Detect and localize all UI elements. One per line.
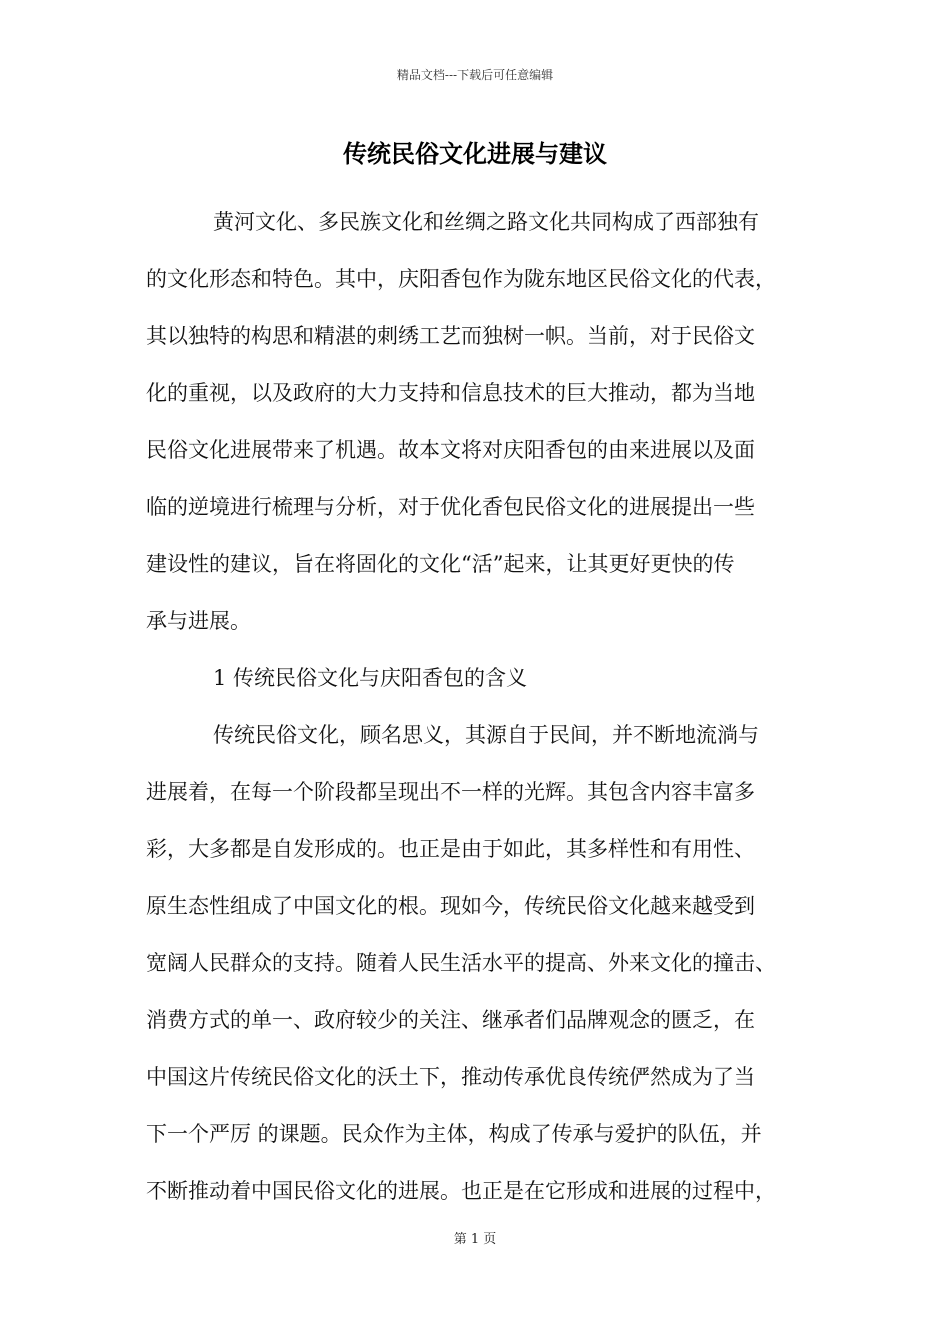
paragraph-line: 承与进展。 [146, 609, 251, 633]
page-number: 第 1 页 [453, 1232, 497, 1247]
paragraph-line: 原生态性组成了中国文化的根。现如今，传统民俗文化越来越受到 [146, 894, 755, 918]
paragraph-line: 不断推动着中国民俗文化的进展。也正是在它形成和进展的过程中， [146, 1179, 776, 1203]
paragraph-line: 临的逆境进行梳理与分析，对于优化香包民俗文化的进展提出一些 [146, 495, 755, 519]
paragraph-line: 传统民俗文化，顾名思义，其源自于民间，并不断地流淌与 [213, 723, 759, 747]
paragraph-line: 建设性的建议，旨在将固化的文化“活”起来，让其更好更快的传 [146, 552, 735, 576]
section-heading: 1 传统民俗文化与庆阳香包的含义 [213, 666, 528, 690]
paragraph-line: 彩，大多都是自发形成的。也正是由于如此，其多样性和有用性、 [146, 837, 755, 861]
paragraph-line: 其以独特的构思和精湛的刺绣工艺而独树一帜。当前，对于民俗文 [146, 324, 755, 348]
header-note: 精品文档---下载后可任意编辑 [396, 68, 554, 82]
paragraph-line: 中国这片传统民俗文化的沃土下，推动传承优良传统俨然成为了当 [146, 1065, 755, 1089]
paragraph-line: 下一个严厉 的课题。民众作为主体，构成了传承与爱护的队伍，并 [146, 1122, 762, 1146]
paragraph-line: 进展着，在每一个阶段都呈现出不一样的光辉。其包含内容丰富多 [146, 780, 755, 804]
paragraph-line: 民俗文化进展带来了机遇。故本文将对庆阳香包的由来进展以及面 [146, 438, 755, 462]
paragraph-line: 的文化形态和特色。其中，庆阳香包作为陇东地区民俗文化的代表， [146, 267, 776, 291]
paragraph-line: 宽阔人民群众的支持。随着人民生活水平的提高、外来文化的撞击、 [146, 951, 776, 975]
paragraph-line: 化的重视，以及政府的大力支持和信息技术的巨大推动，都为当地 [146, 381, 755, 405]
paragraph-line: 消费方式的单一、政府较少的关注、继承者们品牌观念的匮乏，在 [146, 1008, 755, 1032]
document-title: 传统民俗文化进展与建议 [343, 139, 607, 168]
paragraph-line: 黄河文化、多民族文化和丝绸之路文化共同构成了西部独有 [213, 210, 759, 234]
